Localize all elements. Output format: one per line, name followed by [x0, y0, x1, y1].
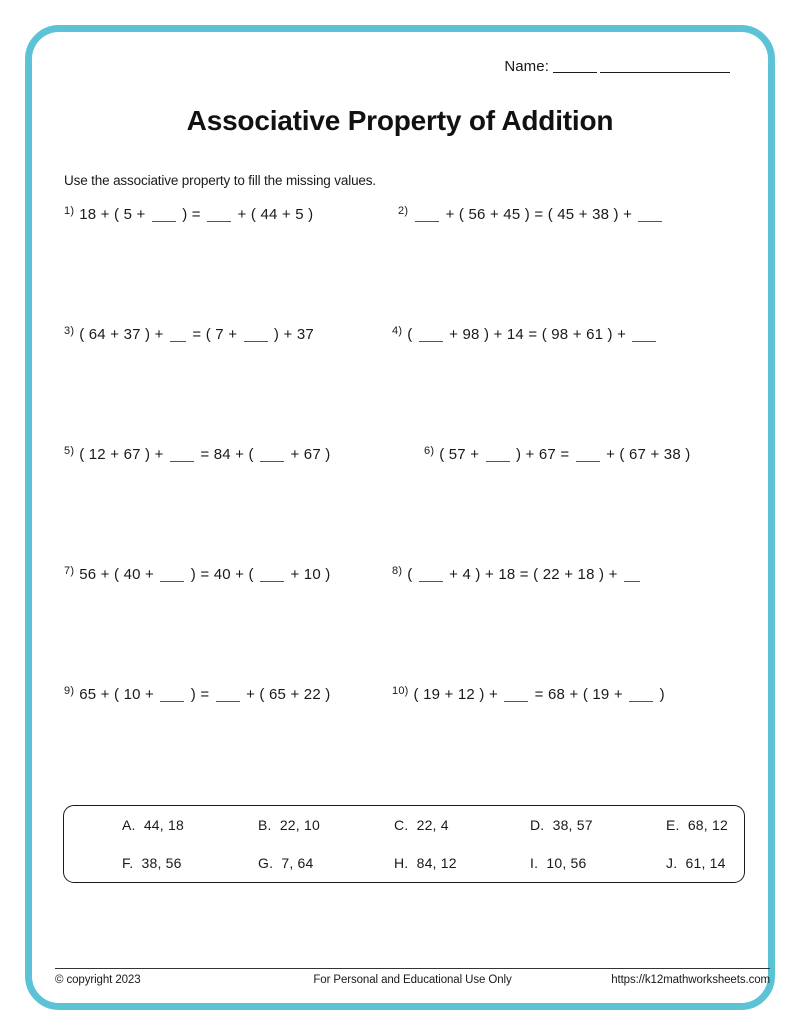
operator: = [528, 326, 538, 343]
name-blank-long[interactable] [600, 72, 730, 73]
operator: + [578, 206, 588, 223]
answer-choice-value: 44, 18 [135, 817, 184, 833]
operator: ) [685, 446, 691, 463]
operand: 67 [538, 446, 556, 463]
operator: + [444, 686, 454, 703]
answer-choice-key: D. [530, 817, 545, 833]
operator: ) [190, 566, 196, 583]
operator: ) [524, 206, 530, 223]
problem-number: 7) [64, 565, 75, 577]
operand: 68 [548, 686, 566, 703]
operand: 14 [506, 326, 524, 343]
answer-choice-value: 10, 56 [538, 855, 587, 871]
answer-choice-value: 84, 12 [408, 855, 457, 871]
operator: + [100, 566, 110, 583]
operand: 18 [79, 206, 97, 223]
answer-blank[interactable] [624, 581, 640, 582]
operand: 5 [295, 206, 304, 223]
operator: + [608, 566, 618, 583]
problem-7[interactable] [64, 565, 330, 583]
operator: ( [114, 206, 120, 223]
problem-expression [79, 326, 314, 343]
footer-copyright: © copyright 2023 [55, 974, 141, 986]
answer-choices-grid [64, 806, 744, 882]
operator: ) [475, 566, 481, 583]
answer-choice-key: I. [530, 855, 539, 871]
operator: + [650, 446, 660, 463]
problem-number: 2) [398, 205, 409, 217]
operator: + [484, 566, 494, 583]
problems-grid [0, 205, 800, 805]
operator: = [534, 686, 544, 703]
operand: 10 [123, 686, 141, 703]
operand: 37 [123, 326, 141, 343]
problem-2[interactable] [398, 205, 664, 223]
answer-blank[interactable] [170, 341, 186, 342]
problem-expression [407, 326, 658, 343]
operator: + [290, 686, 300, 703]
operator: + [100, 686, 110, 703]
problem-1[interactable] [64, 205, 313, 223]
operator: + [110, 326, 120, 343]
operator: + [290, 446, 300, 463]
operator: ( [547, 206, 553, 223]
operand: 67 [303, 446, 321, 463]
answer-choice-key: F. [122, 855, 134, 871]
operator: + [613, 686, 623, 703]
answer-choices-box [63, 805, 745, 883]
operand: 38 [592, 206, 610, 223]
answer-choice-j[interactable] [608, 855, 744, 871]
operator: ( [114, 686, 120, 703]
operand: 22 [303, 686, 321, 703]
operand: 84 [213, 446, 231, 463]
operator: + [246, 686, 256, 703]
problem-number: 5) [64, 445, 75, 457]
operator: ( [541, 326, 547, 343]
operand: 22 [542, 566, 560, 583]
answer-choice-value: 22, 4 [408, 817, 449, 833]
operator: = [200, 446, 210, 463]
problem-expression [79, 206, 313, 223]
operator: ) [325, 566, 331, 583]
operator: ( [458, 206, 465, 223]
operand: 18 [577, 566, 595, 583]
operator: + [470, 446, 480, 463]
answer-choice-key: A. [122, 817, 136, 833]
operand: 64 [88, 326, 106, 343]
operator: + [564, 566, 574, 583]
operand: 67 [628, 446, 647, 463]
problem-expression [413, 206, 664, 223]
operator: ( [259, 686, 265, 703]
operator: = [191, 206, 201, 223]
operator: + [449, 326, 459, 343]
operand: 38 [663, 446, 681, 463]
operand: 5 [123, 206, 133, 223]
answer-blank[interactable] [638, 221, 662, 222]
answer-blank[interactable] [216, 701, 240, 702]
answer-choice-c[interactable] [336, 817, 472, 833]
operator: = [200, 686, 210, 703]
answer-blank[interactable] [160, 701, 184, 702]
operator: = [192, 326, 202, 343]
operand: 57 [448, 446, 466, 463]
operand: 37 [296, 326, 314, 343]
problem-expression [439, 446, 690, 463]
operator: + [110, 446, 120, 463]
answer-blank[interactable] [260, 581, 284, 582]
operator: + [235, 446, 245, 463]
operator: + [617, 326, 627, 343]
answer-choice-key: C. [394, 817, 409, 833]
operator: + [449, 566, 459, 583]
problem-9[interactable] [64, 685, 330, 703]
operand: 65 [268, 686, 287, 703]
operator: + [525, 446, 535, 463]
answer-blank[interactable] [486, 461, 510, 462]
answer-choice-value: 68, 12 [679, 817, 728, 833]
answer-blank[interactable] [207, 221, 231, 222]
operator: ( [407, 326, 413, 343]
problem-row [0, 565, 800, 685]
answer-choice-g[interactable] [200, 855, 336, 871]
answer-choice-key: H. [394, 855, 409, 871]
operator: ) [325, 446, 331, 463]
problem-row [0, 685, 800, 805]
operator: + [228, 326, 238, 343]
operator: ( [439, 446, 445, 463]
instruction-text: Use the associative property to fill the missing values. [64, 173, 376, 188]
answer-choice-value: 61, 14 [677, 855, 726, 871]
page-title: Associative Property of Addition [186, 105, 614, 136]
answer-blank[interactable] [504, 701, 528, 702]
operand: 67 [123, 446, 141, 463]
operator: = [560, 446, 570, 463]
operator: ( [248, 446, 254, 463]
operator: + [145, 686, 155, 703]
operand: 4 [462, 566, 472, 583]
answer-choice-value: 38, 56 [133, 855, 182, 871]
operand: 44 [260, 206, 278, 223]
operator: + [136, 206, 146, 223]
operand: 56 [468, 206, 486, 223]
answer-blank[interactable] [629, 701, 653, 702]
operator: = [200, 566, 210, 583]
operand: 65 [79, 686, 97, 703]
problem-6[interactable] [424, 445, 690, 463]
operator: + [493, 326, 503, 343]
problem-row [0, 445, 800, 565]
answer-choice-a[interactable] [64, 817, 200, 833]
problem-10[interactable] [392, 685, 665, 703]
answer-blank[interactable] [419, 341, 443, 342]
operator: ) [599, 566, 605, 583]
answer-choices-row [64, 806, 744, 844]
footer-url[interactable]: https://k12mathworksheets.com [611, 974, 770, 986]
operator: + [606, 446, 616, 463]
operator: + [237, 206, 247, 223]
answer-blank[interactable] [152, 221, 176, 222]
operator: + [235, 566, 245, 583]
operator: + [100, 206, 110, 223]
problem-row [0, 205, 800, 325]
operator: ( [407, 566, 413, 583]
answer-blank[interactable] [632, 341, 656, 342]
operator: ) [308, 206, 314, 223]
problem-number: 8) [392, 565, 403, 577]
problem-row [0, 325, 800, 445]
answer-choice-value: 22, 10 [271, 817, 320, 833]
problem-number: 9) [64, 685, 75, 697]
operand: 45 [503, 206, 521, 223]
problem-5[interactable] [64, 445, 330, 463]
problem-number: 4) [392, 325, 403, 337]
problem-expression [79, 566, 330, 583]
operator: ( [619, 446, 625, 463]
name-blank-short[interactable] [553, 72, 597, 73]
operand: 19 [423, 686, 441, 703]
operand: 61 [586, 326, 604, 343]
operator: + [290, 566, 300, 583]
operand: 98 [462, 326, 480, 343]
operator: ) [479, 686, 485, 703]
answer-choice-key: E. [666, 817, 680, 833]
footer-divider [55, 968, 770, 969]
answer-choice-key: G. [258, 855, 274, 871]
operand: 56 [79, 566, 97, 583]
operator: ) [607, 326, 613, 343]
operator: ( [114, 566, 120, 583]
problem-4[interactable] [392, 325, 658, 343]
operator: ) [483, 326, 490, 343]
operator: ) [273, 326, 280, 343]
answer-choice-value: 7, 64 [273, 855, 314, 871]
answer-blank[interactable] [244, 341, 268, 342]
operator: ( [533, 566, 539, 583]
problem-expression [79, 686, 330, 703]
operand: 18 [498, 566, 516, 583]
operand: 19 [592, 686, 610, 703]
operator: + [445, 206, 455, 223]
operator: + [145, 566, 155, 583]
problem-number: 10) [392, 685, 409, 697]
problem-expression [79, 446, 330, 463]
operand: 40 [123, 566, 141, 583]
operator: + [488, 686, 498, 703]
operator: ) [182, 206, 188, 223]
answer-choice-h[interactable] [336, 855, 472, 871]
operator: + [154, 446, 164, 463]
operator: = [519, 566, 529, 583]
operator: ( [248, 566, 254, 583]
operand: 45 [557, 206, 575, 223]
operator: ) [613, 206, 619, 223]
operator: ( [79, 446, 85, 463]
problem-expression [407, 566, 642, 583]
answer-choices-row [64, 844, 744, 882]
operator: ( [205, 326, 211, 343]
operand: 10 [303, 566, 321, 583]
name-label: Name: [504, 58, 549, 75]
answer-choice-b[interactable] [200, 817, 336, 833]
answer-choice-f[interactable] [64, 855, 200, 871]
problem-number: 1) [64, 205, 75, 217]
answer-choice-value: 38, 57 [544, 817, 593, 833]
operator: + [569, 686, 579, 703]
operator: + [572, 326, 582, 343]
operator: + [489, 206, 499, 223]
answer-blank[interactable] [415, 221, 439, 222]
operator: ( [79, 326, 85, 343]
answer-choice-key: B. [258, 817, 272, 833]
operator: + [623, 206, 633, 223]
operator: ) [325, 686, 331, 703]
name-field-row [504, 58, 730, 75]
answer-blank[interactable] [260, 461, 284, 462]
answer-choice-i[interactable] [472, 855, 608, 871]
footer-usage-note: For Personal and Educational Use Only [313, 974, 512, 986]
answer-blank[interactable] [576, 461, 600, 462]
operand: 12 [88, 446, 106, 463]
problem-number: 6) [424, 445, 435, 457]
operator: + [283, 326, 293, 343]
operand: 98 [551, 326, 569, 343]
operator: + [281, 206, 291, 223]
operand: 12 [457, 686, 475, 703]
answer-choice-d[interactable] [472, 817, 608, 833]
problem-3[interactable] [64, 325, 314, 343]
operand: 40 [213, 566, 231, 583]
answer-blank[interactable] [160, 581, 184, 582]
operand: 7 [215, 326, 224, 343]
operator: ) [515, 446, 522, 463]
answer-blank[interactable] [170, 461, 194, 462]
operator: ) [145, 326, 151, 343]
operator: + [154, 326, 164, 343]
operator: ( [413, 686, 419, 703]
answer-choice-key: J. [666, 855, 678, 871]
answer-blank[interactable] [419, 581, 443, 582]
footer [55, 974, 770, 996]
operator: ) [659, 686, 665, 703]
operator: ( [250, 206, 257, 223]
operator: ( [582, 686, 589, 703]
operator: ) [145, 446, 151, 463]
problem-expression [414, 686, 665, 703]
answer-choice-e[interactable] [608, 817, 744, 833]
problem-number: 3) [64, 325, 75, 337]
operator: ) [190, 686, 196, 703]
problem-8[interactable] [392, 565, 642, 583]
operator: = [534, 206, 544, 223]
